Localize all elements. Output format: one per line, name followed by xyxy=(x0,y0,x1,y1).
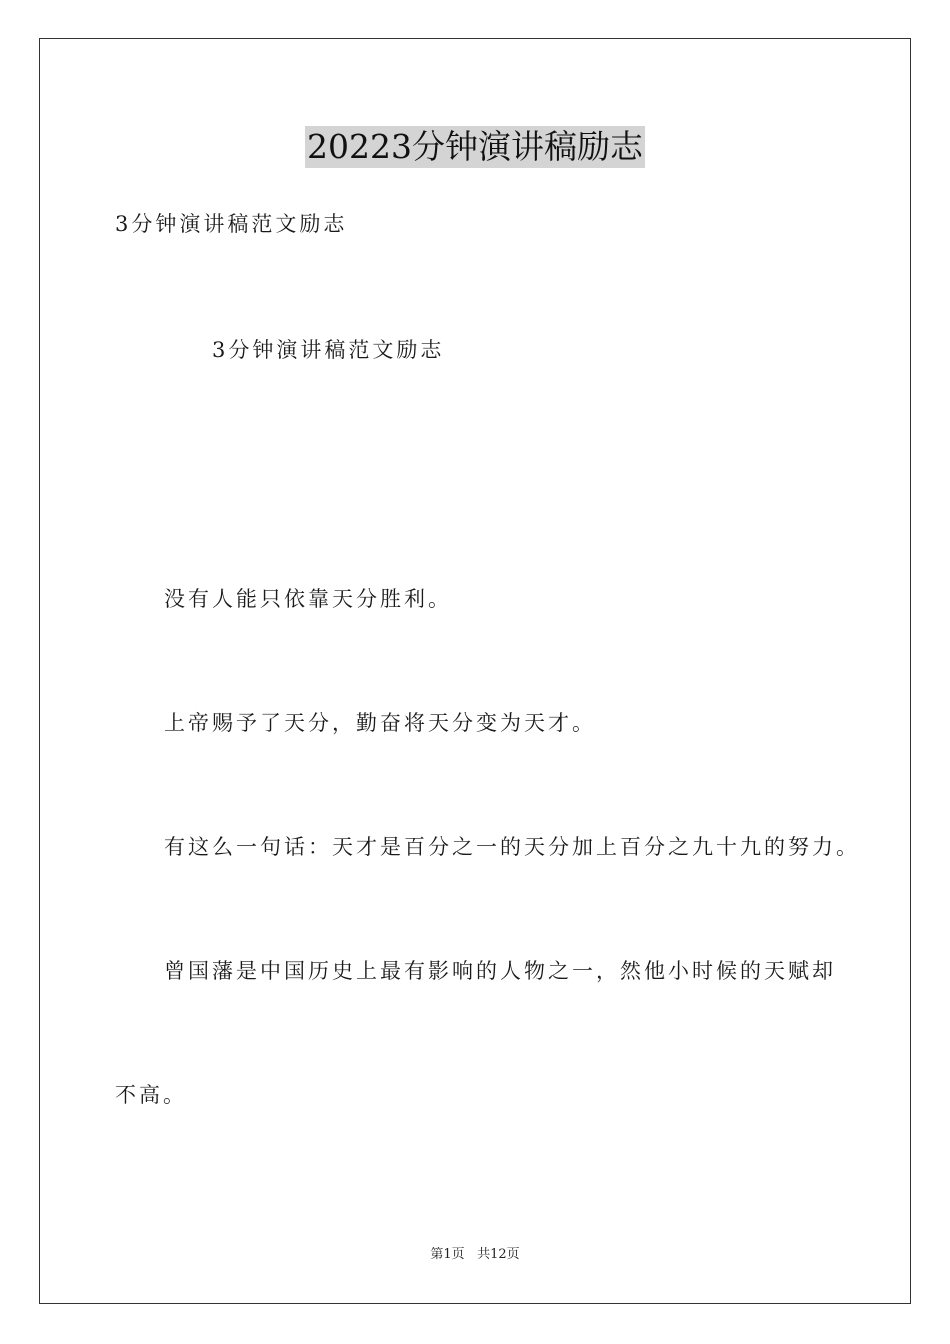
document-title: 20223分钟演讲稿励志 xyxy=(307,127,643,166)
title-container xyxy=(0,126,950,168)
page-total: 共12页 xyxy=(477,1247,520,1262)
page-footer xyxy=(0,1246,950,1264)
paragraph-3: 有这么一句话：天才是百分之一的天分加上百分之九十九的努力。 xyxy=(164,835,860,859)
indented-heading: 3分钟演讲稿范文励志 xyxy=(212,338,445,362)
paragraph-2: 上帝赐予了天分，勤奋将天分变为天才。 xyxy=(164,711,596,735)
paragraph-4-continuation: 不高。 xyxy=(115,1083,187,1107)
paragraph-4: 曾国藩是中国历史上最有影响的人物之一，然他小时候的天赋却 xyxy=(164,959,836,983)
page-number: 第1页 xyxy=(430,1247,465,1262)
document-subtitle: 3分钟演讲稿范文励志 xyxy=(115,212,348,236)
paragraph-1: 没有人能只依靠天分胜利。 xyxy=(164,587,452,611)
